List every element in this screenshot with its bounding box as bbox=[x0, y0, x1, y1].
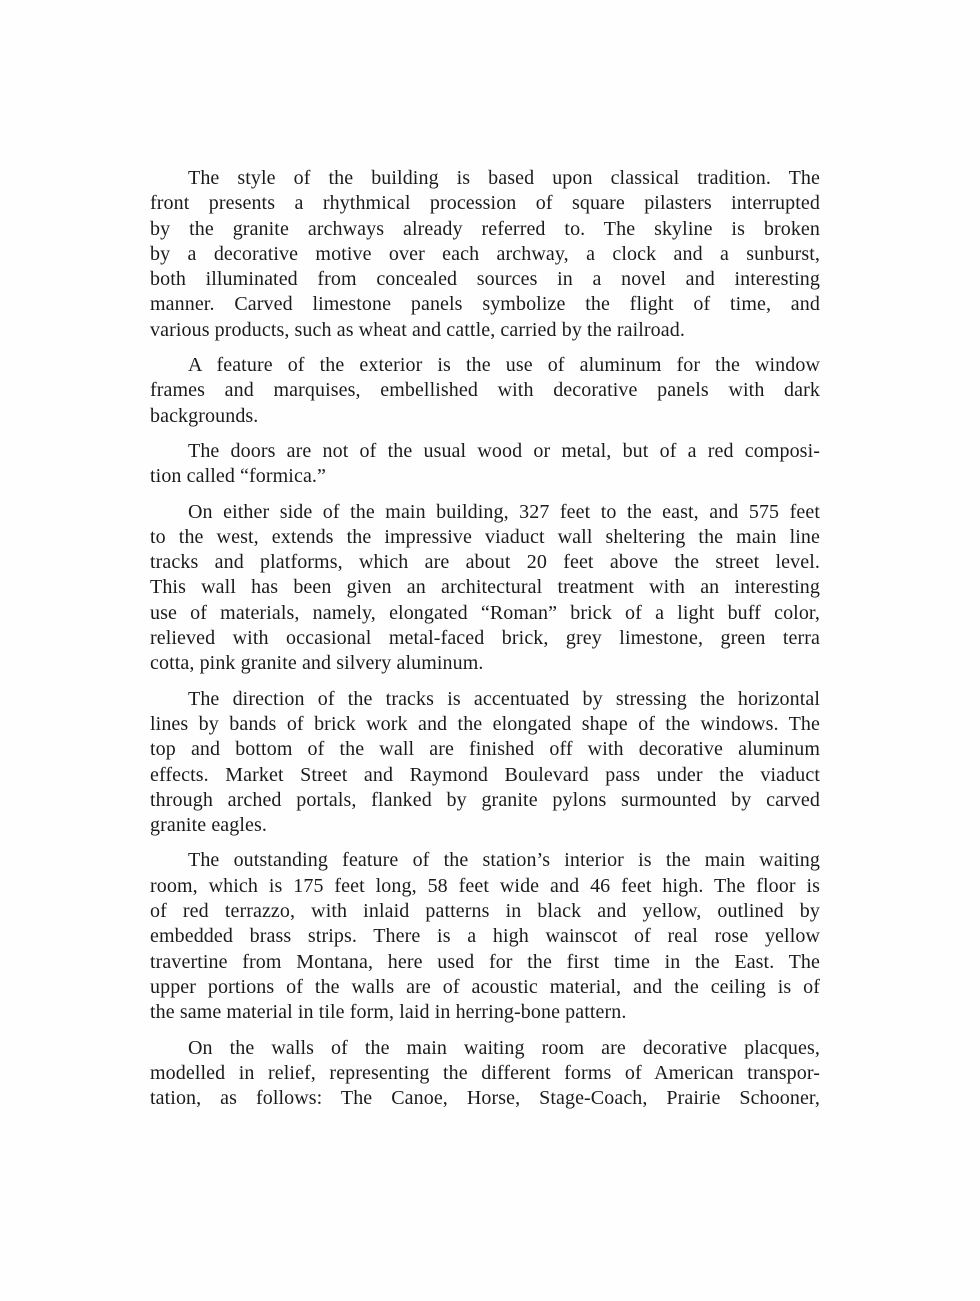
text-line: tation, as follows: The Canoe, Horse, Stage-Coach, Prairie Schooner, bbox=[150, 1087, 820, 1110]
text-line: use of materials, namely, elongated “Roman” brick of a light buff color, bbox=[150, 601, 820, 624]
text-line: the same material in tile form, laid in herring-bone pattern. bbox=[150, 1001, 627, 1024]
text-line: top and bottom of the wall are finished off with decorative aluminum bbox=[150, 738, 820, 761]
text-line: room, which is 175 feet long, 58 feet wide and 46 feet high. The floor is bbox=[150, 874, 820, 897]
text-line: lines by bands of brick work and the elongated shape of the windows. The bbox=[150, 712, 820, 735]
text-line: On either side of the main building, 327 feet to the east, and 575 feet bbox=[188, 500, 820, 523]
text-line: tion called “formica.” bbox=[150, 465, 326, 488]
text-line: tracks and platforms, which are about 20 feet above the street level. bbox=[150, 551, 820, 574]
text-line: relieved with occasional metal-faced brick, grey limestone, green terra bbox=[150, 627, 820, 650]
text-line: frames and marquises, embellished with decorative panels with dark bbox=[150, 379, 820, 402]
paragraph-placques bbox=[150, 1036, 820, 1112]
text-line: granite eagles. bbox=[150, 814, 267, 837]
text-line: modelled in relief, representing the different forms of American transpor- bbox=[150, 1061, 820, 1084]
text-line: On the walls of the main waiting room are decorative placques, bbox=[188, 1036, 820, 1059]
text-line: front presents a rhythmical procession of square pilasters interrupted bbox=[150, 192, 820, 215]
text-line: The outstanding feature of the station’s interior is the main waiting bbox=[188, 849, 820, 872]
text-line: The style of the building is based upon classical tradition. The bbox=[188, 167, 820, 189]
text-line: cotta, pink granite and silvery aluminum. bbox=[150, 652, 484, 675]
text-line: manner. Carved limestone panels symbolize the flight of time, and bbox=[150, 293, 820, 316]
text-line: of red terrazzo, with inlaid patterns in black and yellow, outlined by bbox=[150, 900, 820, 923]
paragraph-waiting-room bbox=[150, 848, 820, 1025]
text-line: both illuminated from concealed sources in a novel and interesting bbox=[150, 268, 820, 291]
text-block bbox=[150, 166, 820, 1121]
paragraph-viaduct-wall bbox=[150, 500, 820, 677]
text-line: upper portions of the walls are of acoustic material, and the ceiling is of bbox=[150, 975, 820, 998]
text-line: backgrounds. bbox=[150, 404, 259, 427]
paragraph-formica-doors bbox=[150, 439, 820, 490]
text-line: various products, such as wheat and cattle, carried by the railroad. bbox=[150, 318, 685, 341]
text-line: A feature of the exterior is the use of aluminum for the window bbox=[188, 354, 820, 377]
paragraph-track-direction bbox=[150, 687, 820, 839]
paragraph-building-style bbox=[150, 166, 820, 343]
text-line: The doors are not of the usual wood or metal, but of a red composi- bbox=[188, 439, 820, 462]
text-line: effects. Market Street and Raymond Boulevard pass under the viaduct bbox=[150, 763, 820, 786]
text-line: The direction of the tracks is accentuated by stressing the horizontal bbox=[188, 687, 820, 710]
text-line: travertine from Montana, here used for the first time in the East. The bbox=[150, 950, 820, 973]
text-line: by the granite archways already referred to. The skyline is broken bbox=[150, 217, 820, 240]
text-line: to the west, extends the impressive viaduct wall sheltering the main line bbox=[150, 525, 820, 548]
text-line: by a decorative motive over each archway, a clock and a sunburst, bbox=[150, 242, 820, 265]
text-line: embedded brass strips. There is a high wainscot of real rose yellow bbox=[150, 925, 820, 948]
text-line: through arched portals, flanked by granite pylons surmounted by carved bbox=[150, 788, 820, 811]
text-line: This wall has been given an architectural treatment with an interesting bbox=[150, 576, 820, 599]
paragraph-aluminum-exterior bbox=[150, 353, 820, 429]
